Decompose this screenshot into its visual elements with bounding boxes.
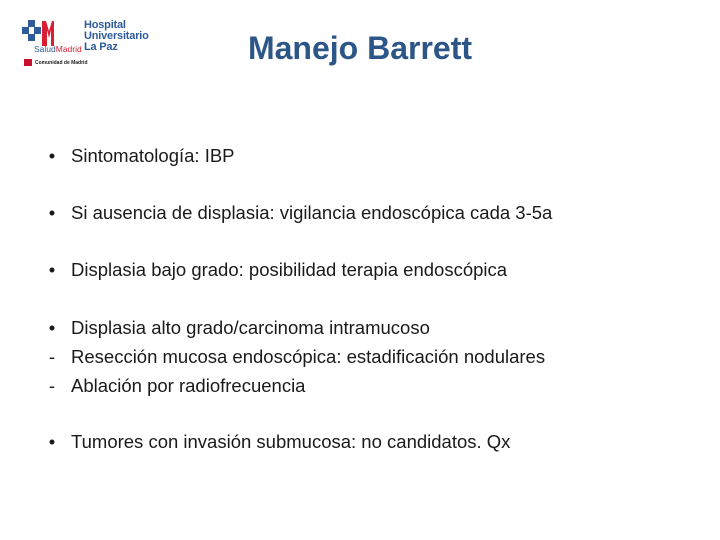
slide-title: Manejo Barrett — [247, 30, 473, 66]
bullet-marker: • — [48, 145, 56, 166]
list-item-text: Displasia alto grado/carcinoma intramucoso — [71, 317, 430, 338]
dash-marker: - — [48, 375, 56, 396]
list-item-text: Si ausencia de displasia: vigilancia endoscópica cada 3-5a — [71, 202, 553, 223]
bullet-marker: • — [48, 431, 56, 452]
dash-marker: - — [48, 346, 56, 367]
list-item-text: Ablación por radiofrecuencia — [71, 375, 306, 396]
list-item-text: Displasia bajo grado: posibilidad terapia endoscópica — [71, 259, 508, 280]
bullet-marker: • — [48, 259, 56, 280]
hospital-name-line1: Hospital Universitario — [84, 19, 149, 42]
madrid-flag-icon — [24, 59, 32, 66]
comunidad-badge — [24, 58, 88, 67]
bullet-marker: • — [48, 202, 56, 223]
salud-madrid-brand — [34, 44, 82, 54]
madrid-text: Madrid — [55, 44, 82, 54]
list-item-text: Sintomatología: IBP — [71, 145, 235, 166]
hospital-name-line2: La Paz — [84, 41, 118, 53]
list-item-text: Tumores con invasión submucosa: no candidatos. Qx — [71, 431, 511, 452]
comunidad-text: Comunidad de Madrid — [35, 59, 88, 66]
list-item-text: Resección mucosa endoscópica: estadificación nodulares — [71, 346, 546, 367]
bullet-marker: • — [48, 317, 56, 338]
salud-text: Salud — [34, 44, 56, 54]
